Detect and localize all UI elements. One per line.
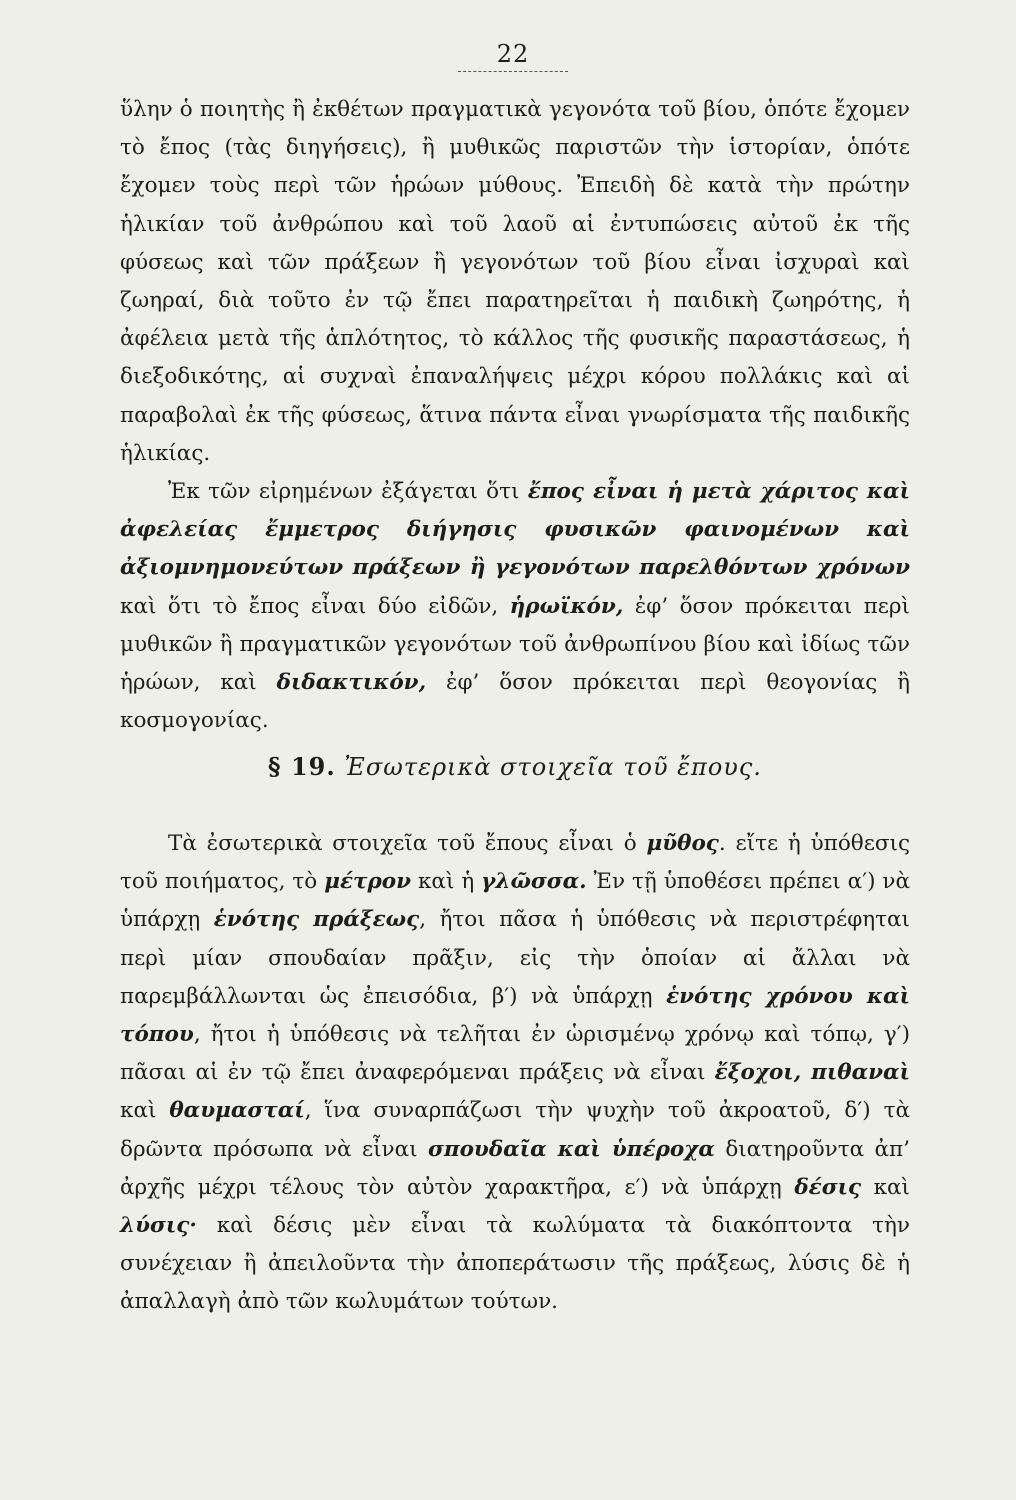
- page-number-rule: [458, 71, 568, 72]
- paragraph-2-text: [120, 473, 910, 740]
- paragraph-3-part-6: , ἤτοι ἡ ὑπόθεσις νὰ τελῆται ἐν ὡρισμένῳ χρόνῳ καὶ τόπῳ, γ′) πᾶσαι αἱ ἐν τῷ ἔπει ἀναφερόμεναι πράξεις νὰ εἶναι: [120, 1022, 910, 1086]
- paragraph-3-part-2: . εἴτε ἡ ὑπόθεσις τοῦ ποιήματος, τὸ: [120, 831, 910, 895]
- paragraph-1-text: ὕλην ὁ ποιητὴς ἢ ἐκθέτων πραγματικὰ γεγονότα τοῦ βίου, ὁπότε ἔχομεν τὸ ἔπος (τὰς διηγήσεις), ἢ μυθικῶς παριστῶν τὴν ἱστορίαν, ὁπότε ἔχομεν τοὺς περὶ τῶν ἡρώων μύθους. Ἐπειδὴ δὲ κατὰ τὴν πρώτην ἡλικίαν τοῦ ἀνθρώπου καὶ τοῦ λαοῦ αἱ ἐντυπώσεις αὐτοῦ ἐκ τῆς φύσεως καὶ τῶν πράξεων ἢ γεγονότων τοῦ βίου εἶναι ἰσχυραὶ καὶ ζωηραί, διὰ τοῦτο ἐν τῷ ἔπει παρατηρεῖται ἡ παιδικὴ ζωηρότης, ἡ ἀφέλεια μετὰ τῆς ἁπλότητος, τὸ κάλλος τῆς φυσικῆς παραστάσεως, ἡ διεξοδικότης, αἱ συχναὶ ἐπαναλήψεις μέχρι κόρου πολλάκις καὶ αἱ παραβολαὶ ἐκ τῆς φύσεως, ἅτινα πάντα εἶναι γνωρίσματα τῆς παιδικῆς ἡλικίας.: [120, 97, 910, 466]
- paragraph-3-part-11: καὶ δέσις μὲν εἶναι τὰ κωλύματα τὰ διακόπτοντα τὴν συνέχειαν ἢ ἀπειλοῦντα τὴν ἀποπεράτωσιν τῆς πράξεως, λύσις δὲ ἡ ἀπαλλαγὴ ἀπὸ τῶν κωλυμάτων τούτων.: [120, 1213, 910, 1315]
- paragraph-2-part-2: καὶ ὅτι τὸ ἔπος εἶναι δύο εἰδῶν,: [120, 593, 510, 619]
- paragraph-3-part-9: διατηροῦντα ἀπ’ ἀρχῆς μέχρι τέλους τὸν αὐτὸν χαρακτῆρα, ε′) νὰ ὑπάρχῃ: [120, 1136, 911, 1200]
- term-wondrous: θαυμασταί: [169, 1098, 305, 1124]
- term-desis: δέσις: [794, 1174, 862, 1200]
- section-number: § 19.: [268, 752, 336, 781]
- term-heroic: ἡρωϊκόν,: [509, 593, 624, 619]
- definition-epos: ἔπος εἶναι ἡ μετὰ χάριτος καὶ ἀφελείας ἔμμετρος διήγησις φυσικῶν φαινομένων καὶ ἀξιομνημονεύτων πράξεων ἢ γεγονότων παρελθόντων χρόνων: [120, 479, 910, 581]
- page-number: 22: [496, 40, 530, 68]
- paragraph-3: [120, 825, 910, 1322]
- paragraph-3-part-5: , ἤτοι πᾶσα ἡ ὑπόθεσις νὰ περιστρέφηται περὶ μίαν σπουδαίαν πρᾶξιν, εἰς τὴν ὁποίαν αἱ ἄλλαι νὰ παρεμβάλλωνται ὡς ἐπεισόδια, β′) νὰ ὑπάρχῃ: [120, 907, 910, 1009]
- term-mythos: μῦθος: [646, 831, 719, 856]
- paragraph-1: [120, 91, 910, 473]
- paragraph-2-part-1: Ἐκ τῶν εἰρημένων ἐξάγεται ὅτι: [168, 479, 528, 504]
- term-unity-of-time-place: ἑνότης χρόνου καὶ τόπου: [120, 983, 910, 1048]
- paragraph-3-part-1: Τὰ ἐσωτερικὰ στοιχεῖα τοῦ ἔπους εἶναι ὁ: [168, 831, 647, 856]
- term-eminent-plausible: ἔξοχοι, πιθαναὶ: [714, 1060, 910, 1086]
- paragraph-3-part-3: καὶ ἡ: [411, 869, 482, 895]
- term-glossa: γλῶσσα.: [481, 869, 587, 895]
- term-metron: μέτρον: [324, 869, 412, 895]
- paragraph-3-part-10: καὶ: [861, 1174, 910, 1200]
- paragraph-2: [120, 473, 910, 740]
- term-serious-noble: σπουδαῖα καὶ ὑπέροχα: [427, 1136, 715, 1162]
- term-lysis: λύσις·: [120, 1213, 197, 1239]
- term-unity-of-action: ἑνότης πράξεως: [213, 907, 420, 933]
- term-didactic: διδακτικόν,: [276, 670, 427, 696]
- paragraph-3-part-7: καὶ: [120, 1098, 170, 1124]
- paragraph-3-part-8: , ἵνα συναρπάζωσι τὴν ψυχὴν τοῦ ἀκροατοῦ, δ′) τὰ δρῶντα πρόσωπα νὰ εἶναι: [120, 1098, 910, 1162]
- paragraph-3-text: [120, 825, 910, 1322]
- paragraph-2-part-3: ἐφ’ ὅσον πρόκειται περὶ μυθικῶν ἢ πραγματικῶν γεγονότων τοῦ ἀνθρωπίνου βίου καὶ ἰδίως τῶν ἡρώων, καὶ: [120, 593, 910, 696]
- paragraph-3-part-4: Ἐν τῇ ὑποθέσει πρέπει α′) νὰ ὑπάρχῃ: [120, 869, 910, 933]
- paragraph-2-part-4: ἐφ’ ὅσον πρόκειται περὶ θεογονίας ἢ κοσμογονίας.: [120, 670, 910, 734]
- section-heading: [120, 752, 910, 781]
- section-title: Ἐσωτερικὰ στοιχεῖα τοῦ ἔπους.: [344, 753, 762, 781]
